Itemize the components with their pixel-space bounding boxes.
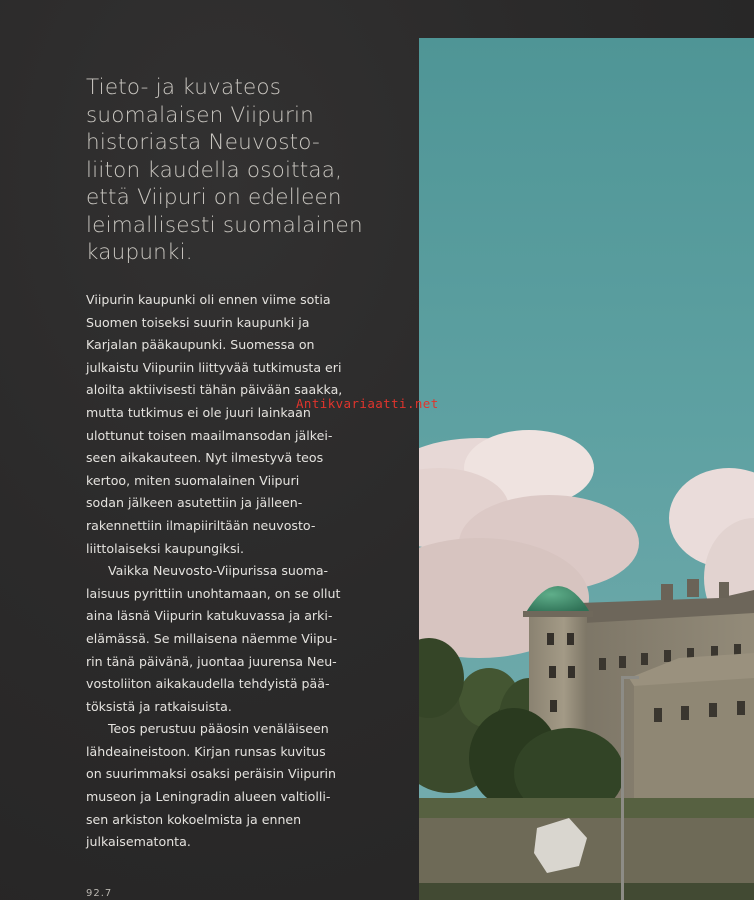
body-line: Suomen toiseksi suurin kaupunki ja: [86, 314, 310, 330]
photo-svg: [419, 38, 754, 900]
body-line: liittolaiseksi kaupungiksi.: [86, 540, 245, 556]
body-line: julkaistu Viipuriin liittyvää tutkimusta eri: [86, 359, 342, 375]
body-line: Teos perustuu pääosin venäläiseen: [108, 721, 329, 737]
body-line: rin tänä päivänä, juontaa juurensa Neu-: [86, 653, 337, 669]
body-line: museon ja Leningradin alueen valtiolli-: [86, 789, 331, 805]
body-line: seen aikakauteen. Nyt ilmestyvä teos: [86, 450, 324, 466]
body-line: ulottunut toisen maailmansodan jälkei-: [86, 427, 333, 443]
body-line: mutta tutkimus ei ole juuri lainkaan: [86, 404, 311, 420]
body-line: vostoliiton aikakaudella tehdyistä pää-: [86, 676, 330, 692]
body-line: laisuus pyrittiin unohtamaan, on se ollut: [86, 585, 341, 601]
body-line: rakennettiin ilmapiiriltään neuvosto-: [86, 517, 316, 533]
body-line: sen arkiston kokoelmista ja ennen: [86, 811, 302, 827]
lead-paragraph: [86, 74, 386, 267]
lead-line: kaupunki.: [86, 240, 193, 265]
lamp-post: [621, 678, 624, 900]
body-line: aloilta aktiivisesti tähän päivään saakka,: [86, 382, 343, 398]
body-line: Vaikka Neuvosto-Viipurissa suoma-: [108, 563, 329, 579]
lead-line: leimallisesti suomalainen: [86, 212, 363, 238]
lead-line: suomalaisen Viipurin: [86, 102, 315, 128]
lead-line: historiasta Neuvosto-: [86, 130, 320, 155]
body-line: kertoo, miten suomalainen Viipuri: [86, 472, 300, 488]
body-line: on suurimmaksi osaksi peräisin Viipurin: [86, 766, 336, 782]
castle-tower-photo: [419, 38, 754, 900]
lead-line: Tieto- ja kuvateos: [86, 75, 282, 100]
body-line: Viipurin kaupunki oli ennen viime sotia: [86, 292, 331, 307]
body-text: [86, 289, 386, 854]
lead-line: liiton kaudella osoittaa,: [86, 157, 343, 183]
body-line: julkaisematonta.: [86, 834, 191, 850]
body-line: Karjalan pääkaupunki. Suomessa on: [86, 337, 315, 353]
lead-line: että Viipuri on edelleen: [86, 185, 342, 210]
body-line: elämässä. Se millaisena näemme Viipu-: [86, 630, 338, 646]
body-line: lähdeaineistoon. Kirjan runsas kuvitus: [86, 743, 326, 759]
body-line: sodan jälkeen asutettiin ja jälleen-: [86, 495, 303, 511]
watermark-text: Antikvariaatti.net: [296, 396, 439, 411]
body-line: töksistä ja ratkaisuista.: [86, 698, 232, 714]
page-folio: 92.7: [86, 888, 113, 899]
body-line: aina läsnä Viipurin katukuvassa ja arki-: [86, 608, 333, 624]
